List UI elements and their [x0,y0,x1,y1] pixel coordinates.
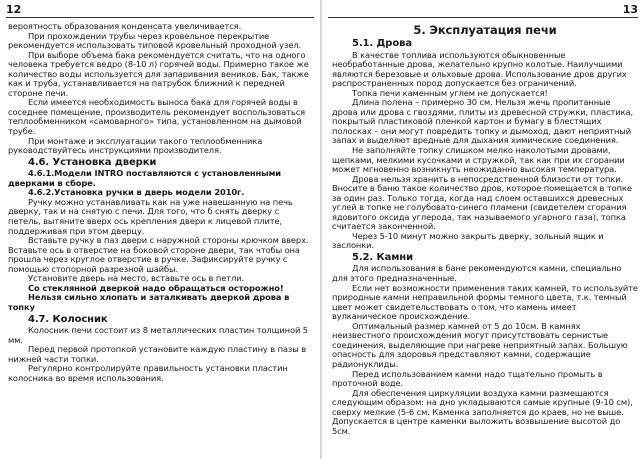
header-rule [6,17,314,18]
paragraph: При монтаже и эксплуатации такого теплообменника руководствуйтесь инструкциями производителя. [8,135,263,156]
page-content [8,22,314,383]
paragraph: Дрова нельзя хранить в непосредственной близости от топки. Вносите в баню такое количество дров, которое помещается в топке за один раз. Только тогда, когда над слоем оставшихся древесных углей в топке не голубовато-синего пламени (свидетелем сгорания ядовитого оксида углерода, так называемого угарного газа), топка считается законченной. [332,173,632,232]
paragraph: При выборе объема бака рекомендуется считать, что на одного человека требуется ведро (8-10 л) горячей воды. Примерно такое же количество воды используется для запаривания веников. Бак, также как и труба, устанавливается на патрубок ближний к передней стороне печи. [8,49,309,98]
section-heading: 4.6. Установка дверки [28,156,157,168]
paragraph: вероятность образования конденсата увеличивается. [8,21,242,31]
paragraph: Для обеспечения циркуляции воздуха камни размещаются следующим образом: на дно укладываются самые крупные (9-10 см), сверху мелкие (5-6 см. Каменка заполняется до краев, но не выше. Допускается в центре каменки выложить возвышение высотой до 5см. [332,387,633,436]
page-right [322,0,644,459]
chapter-heading: 5. Эксплуатация печи [413,23,557,37]
section-heading: 4.7. Колосник [28,313,108,325]
subsection-heading: 4.6.2.Установка ручки в дверь модели 2010г. [28,187,245,198]
paragraph: Если имеется необходимость выноса бака для горячей воды в соседнее помещение, производитель рекомендует воспользоваться теплообменником «самоварного» типа, установленном на дымовой трубе. [8,97,306,137]
paragraph: Не заполняйте топку слишком мелко наколотыми дровами, щепками, мелкими кусочками и стружкой, так как при их сгорании может мгновенно возникнуть неожиданно высокая температура. [332,144,625,175]
paragraph: В качестве топлива используются обыкновенные необработанные дрова, желательно крупно колотые. Наилучшими являются березовые и ольховые дрова. Использование дров других распространенных пород допускается без ограничений. [332,49,627,89]
paragraph: Перед первой протопкой установите каждую пластину в пазы в нижней части топки. [8,344,306,364]
subsection-heading: 4.6.1.Модели INTRO поставляются с установленными дверками в сборе. [8,168,281,188]
warning-text: Нельзя сильно хлопать и заталкивать дверкой дрова в топку [8,292,290,312]
warning-text: Со стеклянной дверкой надо обращаться осторожно! [28,282,284,293]
section-heading: 5.1. Дрова [352,38,413,49]
paragraph: Перед использованием камни надо тщательно промыть в проточной воде. [332,368,603,389]
paragraph: Ручку можно устанавливать как на уже навешанную на печь дверку, так и на снятую с печи. Для того, что б снять дверку с петель, вытяните вверх ось крепления двери к лицевой плите, поддерживая при этом дверцу. [8,196,293,236]
paragraph: Для использования в бане рекомендуются камни, специально для этого предназначенные. [332,263,622,284]
page-left [0,0,320,459]
paragraph: Оптимальный размер камней от 5 до 10см. В камнях неизвестного происхождения могут присутствовать сернистые соединения, выделяющие при нагреве неприятный запах. Большую опасность для здоровья представляют камни, содержащие радионуклиды. [332,320,628,369]
section-heading: 5.2. Камни [352,251,414,263]
paragraph: При прохождении трубы через кровельное перекрытие рекомендуется использовать типовой кровельный проходной узел. [8,30,302,51]
header-rule [328,17,638,18]
page-number: 13 [622,3,638,16]
page-number: 12 [6,3,22,16]
paragraph: Через 5-10 минут можно закрыть дверку, зольный ящик и заслонки. [332,230,604,251]
paragraph: Топка печи каменным углем не допускается! [352,87,548,98]
paragraph: Регулярно контролируйте правильность установки пластин колосника во время использования. [8,363,288,383]
page-content [332,22,638,436]
paragraph: Установите дверь на место, вставьте ось в петли. [28,273,244,284]
paragraph: Длина полена – примерно 30 см. Нельзя жечь пропитанные дрова или дрова с гвоздями, плиты из древесной стружки, пластика, покрытый пластиковой пленкой картон и бумагу в блестящих полосках – они могут повредить топку и дымоход, дают неприятный запах и выделяют вредные для дыхания химические соединения. [332,97,634,146]
paragraph: Вставьте ручку в паз двери с наружной стороны крючком вверх. Вставьте ось в отверстие на боковой стороне двери, так чтобы она прошла через круглое отверстие в ручке. Зафиксируйте ручку с помощью стопорной разрезной шайбы. [8,235,309,274]
paragraph: Колосник печи состоит из 8 металлических пластин толщиной 5 мм. [8,325,308,345]
paragraph: Если нет возможности применения таких камней, то используйте природные камни неправильной формы темного цвета, т.к. темный цвет может свидетельствовать о том, что камень имеет вулканическое происхождение. [332,282,638,322]
